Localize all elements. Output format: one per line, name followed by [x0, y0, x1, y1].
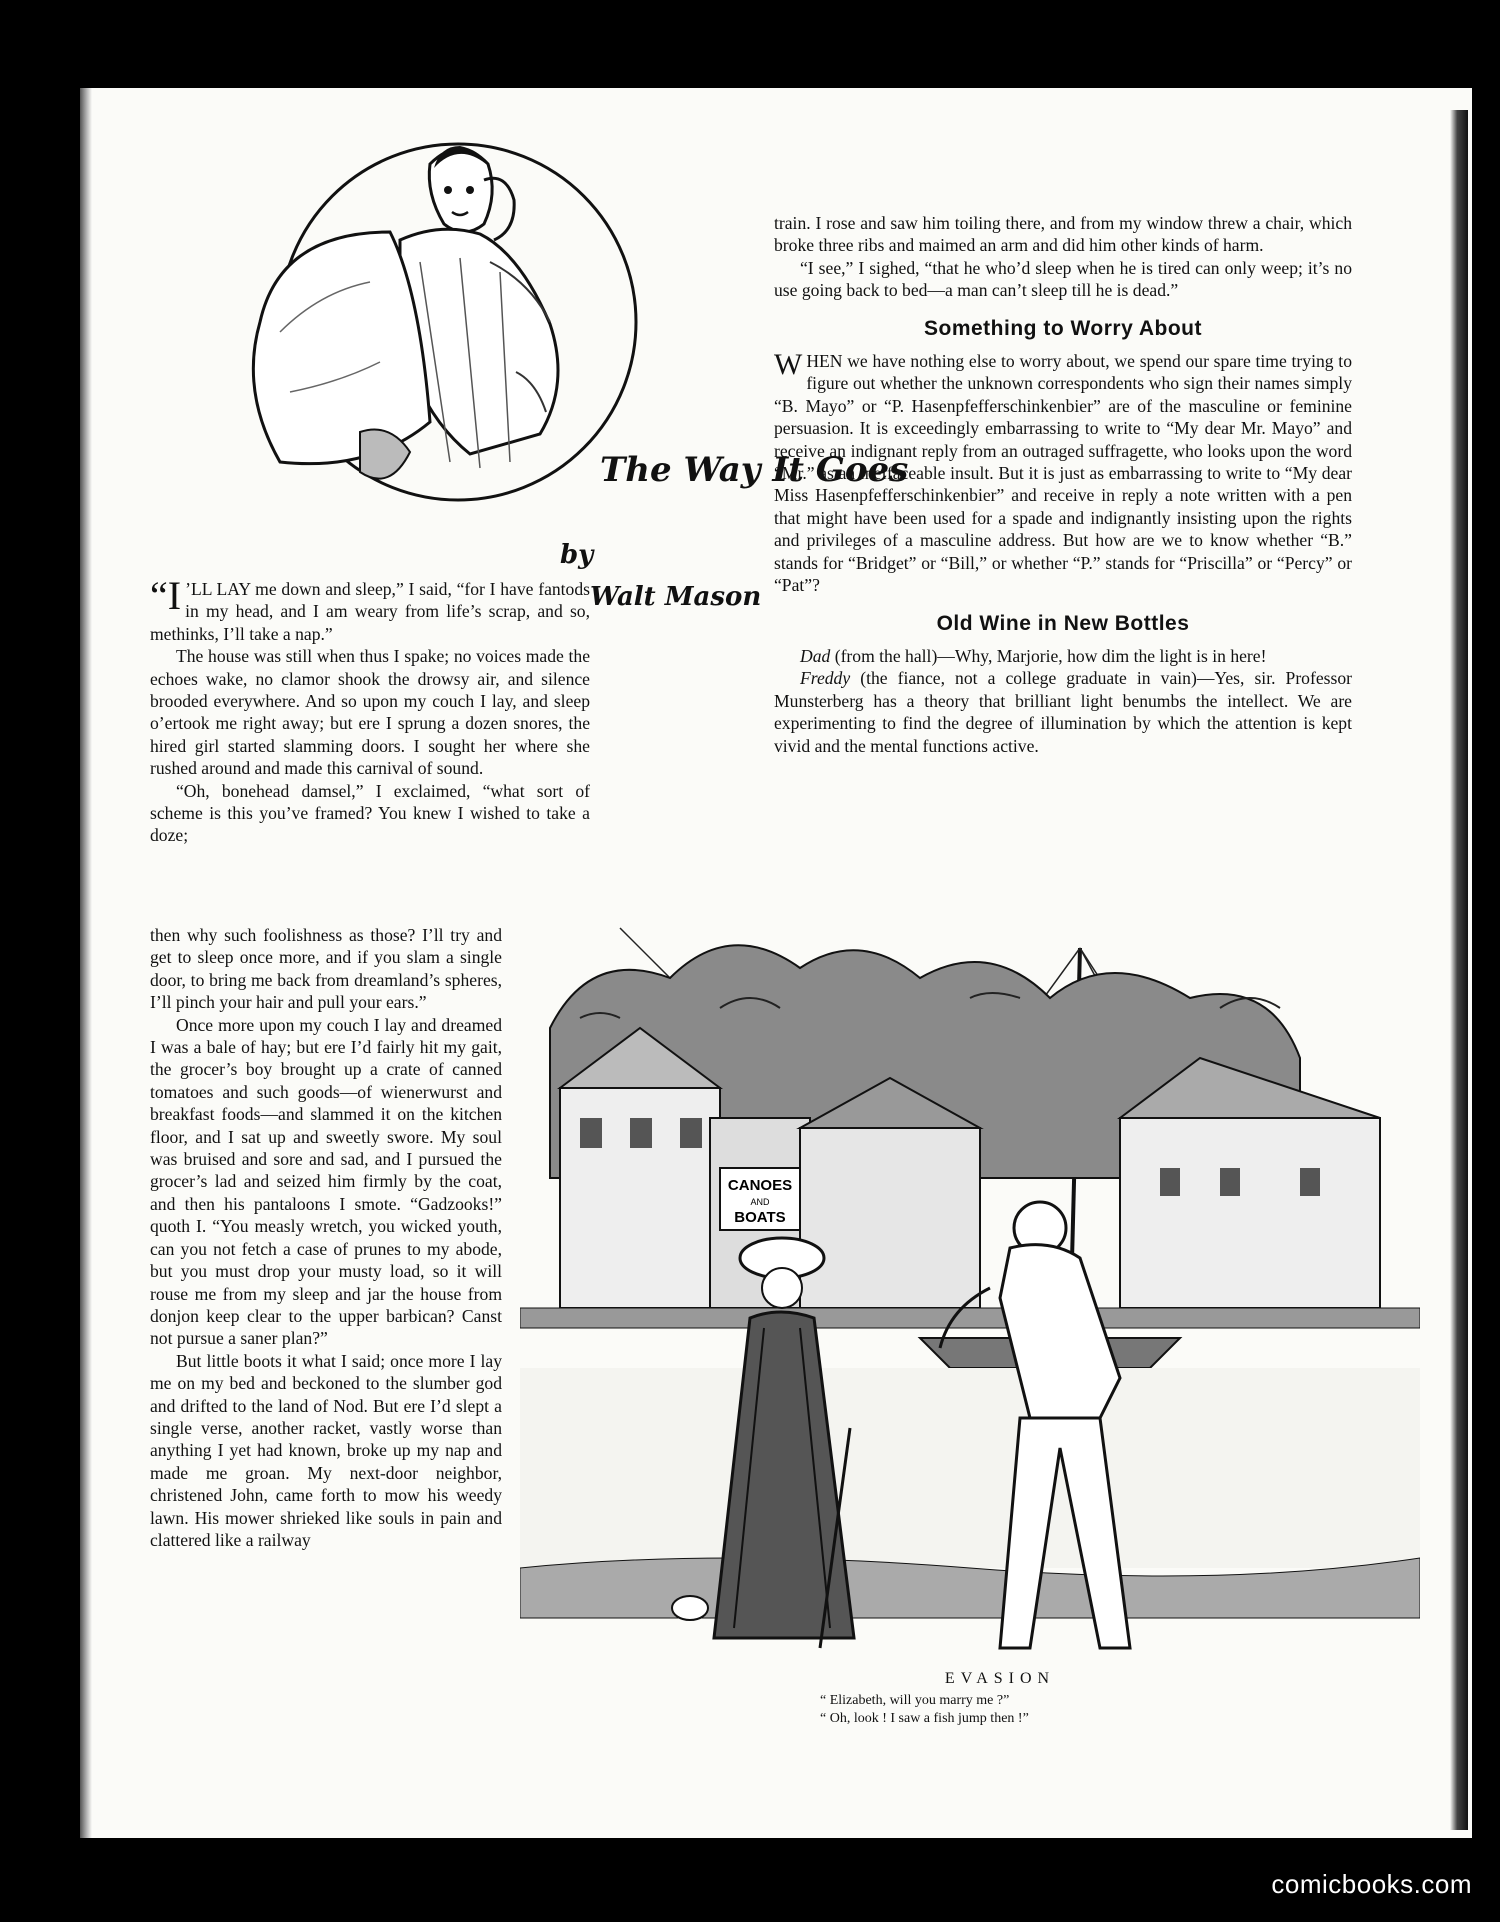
paragraph: The house was still when thus I spake; no voices made the echoes wake, no clamor shook the drowsy air, and silence brooded everywhere. And so upon my couch I lay, and sleep o’ertook me right away; but ere I sprung a dozen snores, the hired girl started slamming doors. I sought her where she rushed around and made this carnival of sound. [150, 646, 590, 779]
sign-line-1: CANOES [727, 1177, 793, 1194]
paragraph: WHEN we have nothing else to worry about, we spend our spare time trying to figure out whether the unknown correspondents who sign their names simply “B. Mayo” or “P. Hasenpfefferschinkenbier” are of the masculine or feminine persuasion. It is exceedingly embarrassing to write to “My dear Mr. Mayo” and receive an indignant reply from an outraged suffragette, who looks upon the word “Mr.” as an ineffaceable insult. But it is just as embarrassing to write to “My dear Miss Hasenpfefferschinkenbier” and receive in reply a note written with a pen that might have been used for a spade and indignantly insisting upon the rights and privileges of a masculine address. But how are we to know whether “B.” stands for “Bridget” or “Bill,” or whether “P.” stands for “Priscilla” or “Percy” or “Pat”? [774, 348, 1352, 596]
speaker-name: Freddy [800, 668, 851, 689]
sign-line-2: AND [750, 1197, 770, 1207]
title-vignette [220, 72, 640, 552]
drop-cap: W [774, 348, 803, 382]
page-binding-shadow [80, 88, 92, 1838]
illustration-caption [820, 1670, 1180, 1728]
caption-line: “ Elizabeth, will you marry me ?” [820, 1693, 1010, 1708]
drop-cap: “I [150, 573, 182, 618]
caption-title: EVASION [944, 1670, 1056, 1687]
section-heading: Something to Worry About [924, 316, 1202, 340]
sign-line-3: BOATS [734, 1209, 786, 1226]
left-column-top [150, 573, 590, 847]
caption-line: “ Oh, look ! I saw a fish jump then !” [820, 1711, 1029, 1726]
opening-paragraph: “I ’LL LAY me down and sleep,” I said, “for I have fantods in my head, and I am weary from life’s scrap, and so, methinks, I’ll take a nap.” [150, 573, 590, 644]
byline-author: Walt Mason [590, 582, 762, 612]
paragraph: “Oh, bonehead damsel,” I exclaimed, “what sort of scheme is this you’ve framed? You knew I wished to take a doze; [150, 780, 590, 846]
page-edge-shadow [1450, 110, 1468, 1830]
watermark-text: comicbooks.com [1271, 1869, 1472, 1899]
left-column-narrow [150, 924, 502, 1551]
section-heading: Old Wine in New Bottles [936, 611, 1190, 635]
paragraph: then why such foolishness as those? I’ll try and get to sleep once more, and if you slam a single door, to bring me back from dreamland’s spheres, I’ll pinch your hair and pull your ears.” [150, 925, 502, 1013]
right-column [774, 212, 1352, 757]
title-text: The Way It Goes [600, 450, 909, 490]
paragraph: Freddy (the fiance, not a college graduate in vain)—Yes, sir. Professor Munsterberg has a theory that brilliant light benumbs the intellect. We are experimenting to find the degree of illumination by which the attention is kept vivid and the mental functions active. [774, 668, 1352, 756]
paragraph: But little boots it what I said; once more I lay me on my bed and beckoned to the slumber god and drifted to the land of Nod. But ere I’d slept a single verse, another racket, vastly worse than anything I yet had known, broke up my nap and made me groan. My next-door neighbor, christened John, came forth to mow his weedy lawn. His mower shrieked like souls in pain and clattered like a railway [150, 1350, 502, 1550]
speaker-name: Dad [800, 645, 831, 666]
paragraph: Once more upon my couch I lay and dreamed I was a bale of hay; but ere I’d fairly hit my gait, the grocer’s boy brought up a crate of canned tomatoes and such goods—of wienerwurst and breakfast foods—and slammed it on the kitchen floor, and I sat up and sweetly swore. My soul was bruised and sore and sad, and I pursued the grocer’s lad and seized him firmly by the coat, and then his pantaloons I smote. “Gadzooks!” quoth I. “You measly wretch, you wicked youth, can you not fetch a case of prunes to my abode, but you must drop your musty load, so it will rouse me from my sleep and jar the house from donjon keep clear to the upper barbican? Canst not pursue a saner plan?” [150, 1014, 502, 1349]
paragraph: train. I rose and saw him toiling there, and from my window threw a chair, which broke three ribs and maimed an arm and did him other kinds of harm. [774, 213, 1352, 256]
paragraph: “I see,” I sighed, “that he who’d sleep when he is tired can only weep; it’s no use going back to bed—a man can’t sleep till he is dead.” [774, 257, 1352, 301]
paragraph: Dad (from the hall)—Why, Marjorie, how dim the light is in here! [800, 645, 1267, 666]
byline-by: by [560, 540, 594, 570]
evasion-illustration [520, 868, 1420, 1728]
